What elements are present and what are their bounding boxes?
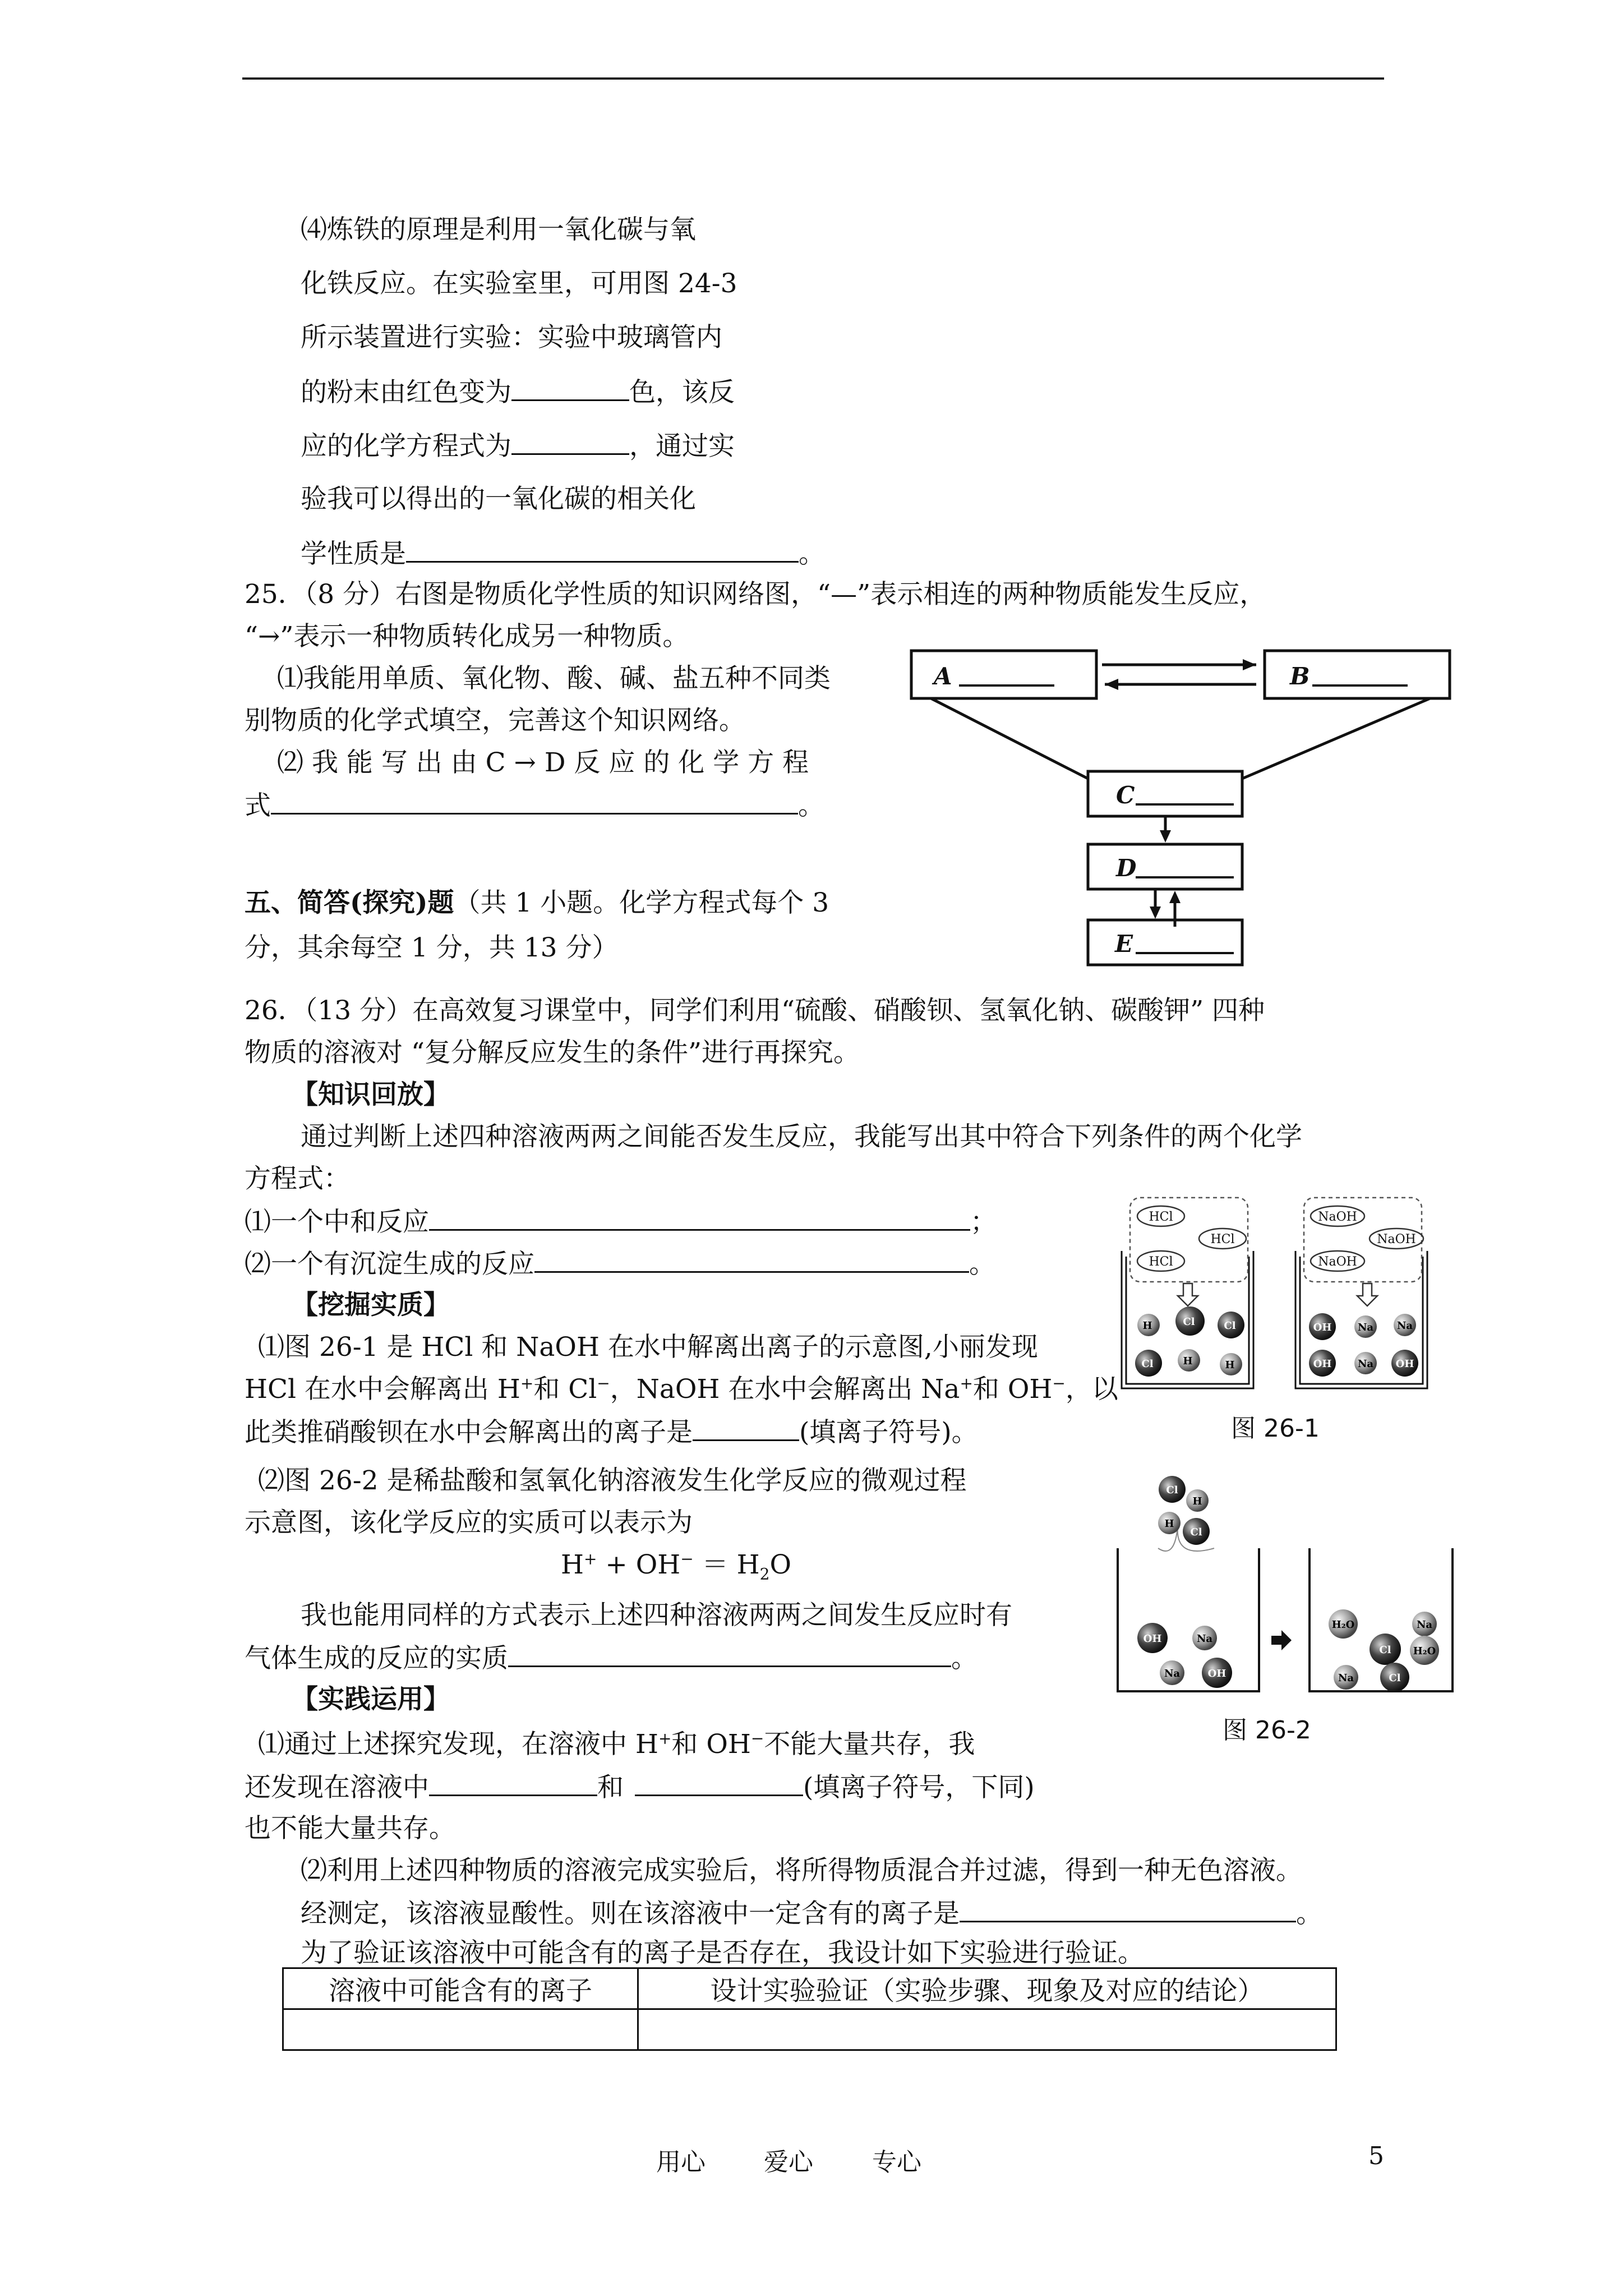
q26-m1b: HCl 在水中会解离出 H+和 Cl−，NaOH 在水中会解离出 Na+和 OH−，以 bbox=[245, 1374, 1118, 1405]
table-header-experiment: 设计实验验证（实验步骤、现象及对应的结论） bbox=[638, 1968, 1336, 2009]
answer-blank[interactable] bbox=[960, 1896, 1296, 1922]
q26-u1c: 也不能大量共存。 bbox=[245, 1813, 455, 1844]
q24-line3: 所示装置进行实验：实验中玻璃管内 bbox=[301, 322, 722, 353]
svg-text:Na: Na bbox=[1396, 1320, 1413, 1332]
answer-blank[interactable] bbox=[508, 1641, 951, 1667]
figure-26-2-caption: 图 26-2 bbox=[1223, 1716, 1311, 1745]
svg-text:H₂O: H₂O bbox=[1331, 1619, 1355, 1631]
q26-m3a: 我也能用同样的方式表示上述四种溶液两两之间发生反应时有 bbox=[301, 1600, 1012, 1631]
section5-line2: 分，其余每空 1 分，共 13 分） bbox=[245, 932, 619, 963]
label-e: E bbox=[1115, 930, 1133, 958]
q26-m1a: ⑴图 26-1 是 HCl 和 NaOH 在水中解离出离子的示意图,小丽发现 bbox=[258, 1332, 1038, 1363]
q26-item2: ⑵一个有沉淀生成的反应 。 bbox=[245, 1246, 995, 1281]
svg-text:H: H bbox=[1142, 1320, 1152, 1332]
footer-text-2: 爱心 bbox=[764, 2148, 813, 2177]
svg-text:Na: Na bbox=[1196, 1633, 1213, 1645]
table-cell-ions[interactable] bbox=[283, 2009, 638, 2050]
q26-u2c: 为了验证该溶液中可能含有的离子是否存在，我设计如下实验进行验证。 bbox=[301, 1938, 1144, 1968]
box-d bbox=[1088, 844, 1242, 889]
q26-p1b: 方程式： bbox=[245, 1163, 350, 1194]
svg-text:NaOH: NaOH bbox=[1318, 1255, 1357, 1269]
footer-text-3: 专心 bbox=[872, 2148, 921, 2177]
answer-blank[interactable] bbox=[406, 536, 799, 563]
svg-text:Na: Na bbox=[1357, 1322, 1374, 1333]
svg-text:OH: OH bbox=[1313, 1322, 1332, 1333]
q26-m3b: 气体生成的反应的实质 。 bbox=[245, 1641, 978, 1676]
svg-text:NaOH: NaOH bbox=[1318, 1210, 1357, 1224]
label-b: B bbox=[1290, 662, 1310, 690]
svg-text:NaOH: NaOH bbox=[1377, 1232, 1416, 1246]
q26-u1b: 还发现在溶液中 和 (填离子符号，下同) bbox=[245, 1770, 1035, 1805]
q24-line6: 验我可以得出的一氧化碳的相关化 bbox=[301, 484, 696, 514]
svg-text:HCl: HCl bbox=[1149, 1210, 1173, 1224]
answer-blank[interactable] bbox=[429, 1770, 597, 1796]
verification-table bbox=[282, 1967, 1337, 2051]
q26-u1a: ⑴通过上述探究发现，在溶液中 H+和 OH−不能大量共存，我 bbox=[258, 1729, 975, 1760]
knowledge-network-diagram bbox=[909, 639, 1469, 976]
svg-text:H₂O: H₂O bbox=[1413, 1645, 1436, 1657]
svg-text:Cl: Cl bbox=[1141, 1358, 1154, 1370]
svg-text:OH: OH bbox=[1395, 1358, 1414, 1370]
answer-blank[interactable] bbox=[271, 788, 798, 815]
q24-line5: 应的化学方程式为 ，通过实 bbox=[301, 429, 735, 463]
svg-text:H: H bbox=[1183, 1355, 1193, 1367]
footer-text-1: 用心 bbox=[656, 2148, 706, 2177]
svg-text:HCl: HCl bbox=[1210, 1232, 1235, 1246]
q24-line2: 化铁反应。在实验室里，可用图 24-3 bbox=[301, 268, 737, 299]
header-rule bbox=[242, 77, 1384, 80]
svg-text:Cl: Cl bbox=[1183, 1316, 1195, 1328]
answer-blank[interactable] bbox=[693, 1415, 799, 1441]
heading-dig-essence: 【挖掘实质】 bbox=[292, 1290, 450, 1320]
table-header-ions: 溶液中可能含有的离子 bbox=[283, 1968, 638, 2009]
heading-knowledge-review: 【知识回放】 bbox=[292, 1079, 450, 1110]
label-c: C bbox=[1116, 781, 1135, 809]
figure-26-2 bbox=[1113, 1475, 1472, 1700]
svg-text:H: H bbox=[1164, 1518, 1174, 1530]
q25-line2: “→”表示一种物质转化成另一种物质。 bbox=[245, 621, 689, 652]
q26-m2a: ⑵图 26-2 是稀盐酸和氢氧化钠溶液发生化学反应的微观过程 bbox=[258, 1465, 967, 1496]
svg-text:OH: OH bbox=[1313, 1358, 1332, 1370]
q26-line2: 物质的溶液对 “复分解反应发生的条件”进行再探究。 bbox=[245, 1037, 860, 1068]
q25-sub2a: ⑵ 我 能 写 出 由 C → D 反 应 的 化 学 方 程 bbox=[277, 747, 809, 778]
reaction-equation: $H^+ + OH^- = H_2O$ bbox=[561, 1549, 791, 1584]
q25-line1: 25．（8 分）右图是物质化学性质的知识网络图，“—”表示相连的两种物质能发生反应， bbox=[245, 579, 1266, 610]
q26-u2b: 经测定，该溶液显酸性。则在该溶液中一定含有的离子是 。 bbox=[301, 1896, 1322, 1931]
svg-text:Cl: Cl bbox=[1379, 1644, 1391, 1656]
answer-blank[interactable] bbox=[534, 1246, 969, 1273]
q24-line1: ⑷炼铁的原理是利用一氧化碳与氧 bbox=[301, 214, 696, 245]
svg-text:OH: OH bbox=[1207, 1668, 1227, 1680]
svg-text:Na: Na bbox=[1338, 1672, 1354, 1684]
box-c bbox=[1088, 771, 1242, 816]
svg-text:Cl: Cl bbox=[1389, 1672, 1401, 1684]
q25-sub2b: 式 。 bbox=[245, 788, 824, 823]
q26-u2a: ⑵利用上述四种物质的溶液完成实验后，将所得物质混合并过滤，得到一种无色溶液。 bbox=[301, 1855, 1302, 1886]
q26-line1: 26．（13 分）在高效复习课堂中，同学们利用“硫酸、硝酸钡、氢氧化钠、碳酸钾” 四种 bbox=[245, 995, 1265, 1026]
table-cell-experiment[interactable] bbox=[638, 2009, 1336, 2050]
figure-26-1 bbox=[1116, 1195, 1475, 1402]
svg-text:HCl: HCl bbox=[1149, 1255, 1173, 1269]
answer-blank[interactable] bbox=[635, 1770, 803, 1796]
q24-line7: 学性质是 。 bbox=[301, 536, 825, 571]
q26-item1: ⑴一个中和反应 ； bbox=[245, 1204, 997, 1239]
label-a: A bbox=[934, 662, 952, 690]
q26-m1c: 此类推硝酸钡在水中会解离出的离子是 (填离子符号)。 bbox=[245, 1415, 978, 1450]
page-number: 5 bbox=[1368, 2142, 1384, 2170]
q25-sub1a: ⑴我能用单质、氧化物、酸、碱、盐五种不同类 bbox=[277, 663, 831, 694]
svg-text:Na: Na bbox=[1416, 1619, 1433, 1631]
box-e bbox=[1088, 920, 1242, 965]
svg-text:Cl: Cl bbox=[1166, 1484, 1178, 1496]
svg-text:OH: OH bbox=[1143, 1633, 1162, 1645]
answer-blank[interactable] bbox=[429, 1204, 970, 1231]
svg-text:Na: Na bbox=[1164, 1668, 1181, 1680]
svg-text:Na: Na bbox=[1357, 1358, 1374, 1370]
figure-26-1-caption: 图 26-1 bbox=[1231, 1414, 1320, 1443]
svg-text:H: H bbox=[1225, 1359, 1235, 1371]
heading-practice: 【实践运用】 bbox=[292, 1684, 450, 1715]
q25-sub1b: 别物质的化学式填空，完善这个知识网络。 bbox=[245, 705, 745, 736]
answer-blank[interactable] bbox=[511, 375, 629, 401]
svg-text:H: H bbox=[1192, 1496, 1202, 1507]
q24-line4: 的粉末由红色变为 色，该反 bbox=[301, 375, 735, 409]
svg-text:Cl: Cl bbox=[1190, 1526, 1202, 1538]
label-d: D bbox=[1116, 854, 1137, 882]
q26-p1a: 通过判断上述四种溶液两两之间能否发生反应，我能写出其中符合下列条件的两个化学 bbox=[301, 1121, 1302, 1152]
q26-m2b: 示意图，该化学反应的实质可以表示为 bbox=[245, 1507, 693, 1538]
section5-line1: 五、简答(探究)题（共 1 小题。化学方程式每个 3 bbox=[245, 887, 829, 918]
answer-blank[interactable] bbox=[511, 429, 629, 455]
svg-text:Cl: Cl bbox=[1224, 1320, 1236, 1332]
